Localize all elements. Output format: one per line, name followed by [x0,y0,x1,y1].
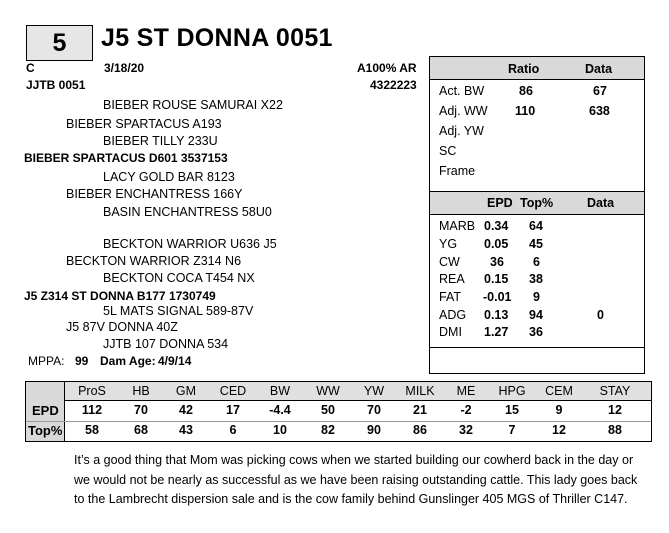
top-value-hpg: 7 [508,423,516,437]
top-value-me: 32 [459,423,473,437]
top-value-stay: 88 [608,423,622,437]
row-label-rea: REA [439,272,465,286]
top-marb: 64 [529,219,543,233]
data-adj-ww: 638 [589,104,610,118]
epd-value-pros: 112 [81,403,103,417]
epd-col-header-ww: WW [316,384,340,398]
pedigree-sire: BIEBER SPARTACUS D601 3537153 [24,151,228,165]
mppa-label: MPPA: [28,354,65,368]
epd-cw: 36 [490,255,504,269]
top-value-cem: 12 [552,423,566,437]
pedigree-ddd: JJTB 107 DONNA 534 [103,337,229,351]
top-value-pros: 58 [85,423,99,437]
pedigree-dds: 5L MATS SIGNAL 589-87V [103,304,254,318]
epd-value-gm: 42 [179,403,193,417]
mppa-value: 99 [75,354,89,368]
top-value-bw: 10 [273,423,287,437]
epd-value-ced: 17 [226,403,240,417]
pedigree-dsd: BECKTON COCA T454 NX [103,271,255,285]
epd-rea: 0.15 [484,272,509,286]
epd-table-row-divider [26,421,651,422]
pedigree-sd: BIEBER ENCHANTRESS 166Y [66,187,243,201]
dam-age-value: 4/9/14 [158,354,192,368]
ratio-col-header: Ratio [508,62,540,76]
epd-value-cem: 9 [555,403,563,417]
epd-dmi: 1.27 [484,325,509,339]
row-label-adj-ww: Adj. WW [439,104,488,118]
pedigree-ss: BIEBER SPARTACUS A193 [66,117,222,131]
lot-number: 5 [26,25,93,61]
epd-col-header-bw: BW [269,384,291,398]
epd-col-header-gm: GM [175,384,197,398]
birth-date: 3/18/20 [104,61,145,75]
top-rea: 38 [529,272,543,286]
top-yg: 45 [529,237,543,251]
row-label-act-bw: Act. BW [439,84,485,98]
row-label-marb: MARB [439,219,476,233]
registration-number: 4322223 [370,78,417,92]
sex: C [26,61,35,75]
row-label-dmi: DMI [439,325,462,339]
top-value-hb: 68 [134,423,148,437]
data-adg: 0 [597,308,604,322]
pedigree-ds: BECKTON WARRIOR Z314 N6 [66,254,242,268]
epd-col-header-ced: CED [219,384,247,398]
epd-data-col-header: Data [587,196,615,210]
pedigree-ssd: BIEBER TILLY 233U [103,134,218,148]
epd-col-header-pros: ProS [78,384,106,398]
performance-panel [429,56,645,374]
top-adg: 94 [529,308,543,322]
row-label-adj-yw: Adj. YW [439,124,484,138]
row-label-frame: Frame [439,164,476,178]
pedigree-dd: J5 87V DONNA 40Z [66,320,178,334]
epd-col-header-hb: HB [132,384,150,398]
top-value-gm: 43 [179,423,193,437]
pedigree-dam: J5 Z314 ST DONNA B177 1730749 [24,289,216,303]
epd-value-me: -2 [460,403,472,417]
epd-value-ww: 50 [321,403,335,417]
data-act-bw: 67 [593,84,607,98]
ratio-act-bw: 86 [519,84,533,98]
top-fat: 9 [533,290,540,304]
epd-col-header-milk: MILK [405,384,435,398]
epd-fat: -0.01 [483,290,512,304]
epd-col-header-cem: CEM [545,384,573,398]
pedigree-sdd: BASIN ENCHANTRESS 58U0 [103,205,272,219]
pedigree-dss: BECKTON WARRIOR U636 J5 [103,237,277,251]
pedigree-sss: BIEBER ROUSE SAMURAI X22 [103,98,283,112]
row-label-adg: ADG [439,308,467,322]
data-col-header: Data [585,62,613,76]
epd-row-label: EPD [32,403,59,418]
top-row-label: Top% [28,423,63,438]
epd-marb: 0.34 [484,219,509,233]
top-value-yw: 90 [367,423,381,437]
epd-yg: 0.05 [484,237,509,251]
epd-adg: 0.13 [484,308,509,322]
description: It’s a good thing that Mom was picking cows when we started building our cowherd back in the day or we would not be nearly as successful as we have been raising outstanding cattle. This lady goes back to the Lambrecht dispersion sale and is the cow family behind Gunslinger 405 MGS of Thriller C147. [74,453,638,506]
top-value-ced: 6 [229,423,237,437]
ratio-adj-ww: 110 [515,104,536,118]
epd-value-milk: 21 [413,403,427,417]
epd-table [25,381,652,442]
top-value-ww: 82 [321,423,335,437]
dam-age-label: Dam Age: [100,354,156,368]
animal-name: J5 ST DONNA 0051 [101,24,333,52]
top-value-milk: 86 [413,423,427,437]
tattoo: JJTB 0051 [26,78,86,92]
top-dmi: 36 [529,325,543,339]
pedigree-sds: LACY GOLD BAR 8123 [103,170,235,184]
epd-value-hpg: 15 [505,403,519,417]
epd-value-stay: 12 [608,403,622,417]
row-label-yg: YG [439,237,458,251]
row-label-cw: CW [439,255,460,269]
epd-col-header: EPD [487,196,513,210]
epd-value-hb: 70 [134,403,148,417]
top-col-header: Top% [520,196,554,210]
epd-value-yw: 70 [367,403,381,417]
row-label-fat: FAT [439,290,461,304]
epd-col-header-me: ME [456,384,476,398]
breed: A100% AR [357,61,417,75]
epd-col-header-hpg: HPG [498,384,526,398]
row-label-sc: SC [439,144,457,158]
top-cw: 6 [533,255,540,269]
epd-col-header-yw: YW [363,384,385,398]
epd-value-bw: -4.4 [269,403,291,417]
panel-divider [430,347,644,348]
epd-col-header-stay: STAY [599,384,631,398]
